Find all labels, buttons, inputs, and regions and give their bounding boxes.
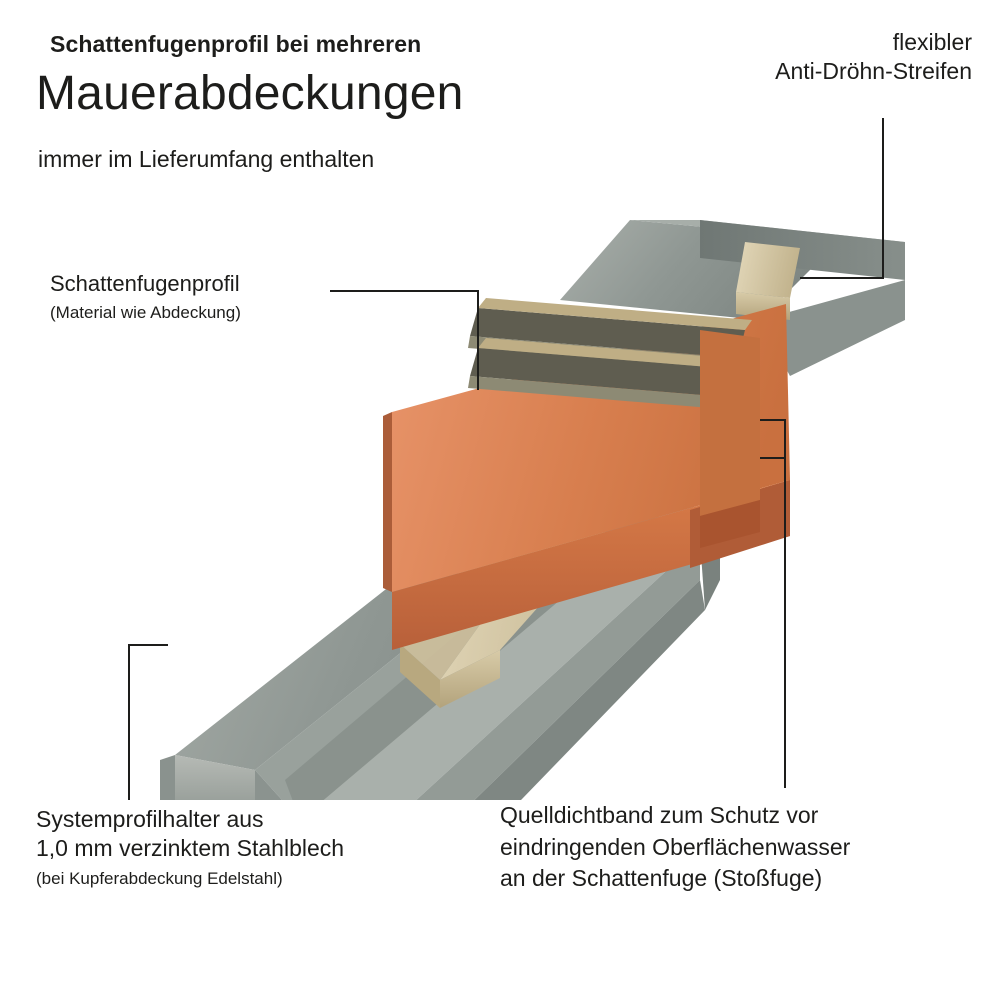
label-quelldichtband-line1: Quelldichtband zum Schutz vor	[500, 802, 819, 828]
headline-top: Schattenfugenprofil bei mehreren	[50, 31, 422, 57]
leader-quelldichtband-horizontal-mid	[760, 457, 786, 459]
leader-anti-droehn-vertical	[882, 118, 884, 278]
headline-bottom: immer im Lieferumfang enthalten	[38, 146, 375, 172]
leader-quelldichtband-horizontal-top	[760, 419, 786, 421]
label-schattenfugenprofil-title: Schattenfugenprofil	[50, 271, 240, 296]
page-title: Mauerabdeckungen	[36, 67, 464, 120]
label-anti-droehn-line1: flexibler	[892, 29, 972, 55]
label-systemprofilhalter	[36, 805, 344, 889]
copper-end-fold	[700, 330, 760, 548]
label-systemprofilhalter-line1: Systemprofilhalter aus	[36, 806, 264, 832]
leader-quelldichtband-vertical	[784, 420, 786, 788]
label-systemprofilhalter-note: (bei Kupferabdeckung Edelstahl)	[36, 868, 283, 888]
leader-schattenfugenprofil-horizontal	[330, 290, 478, 292]
label-schattenfugenprofil-note: (Material wie Abdeckung)	[50, 302, 241, 322]
leader-anti-droehn-horizontal	[800, 277, 884, 279]
leader-systemprofilhalter-horizontal	[128, 644, 168, 646]
leader-systemprofilhalter-vertical	[128, 645, 130, 800]
label-quelldichtband	[500, 800, 850, 895]
label-quelldichtband-line3: an der Schattenfuge (Stoßfuge)	[500, 865, 823, 892]
label-schattenfugenprofil	[50, 270, 241, 323]
label-anti-droehn-line2: Anti-Dröhn-Streifen	[775, 57, 972, 84]
label-anti-droehn-streifen	[775, 28, 972, 86]
leader-schattenfugenprofil-vertical	[477, 290, 479, 390]
label-quelldichtband-line2: eindringenden Oberflächenwasser	[500, 833, 851, 860]
label-systemprofilhalter-line2: 1,0 mm verzinktem Stahlblech	[36, 834, 345, 861]
